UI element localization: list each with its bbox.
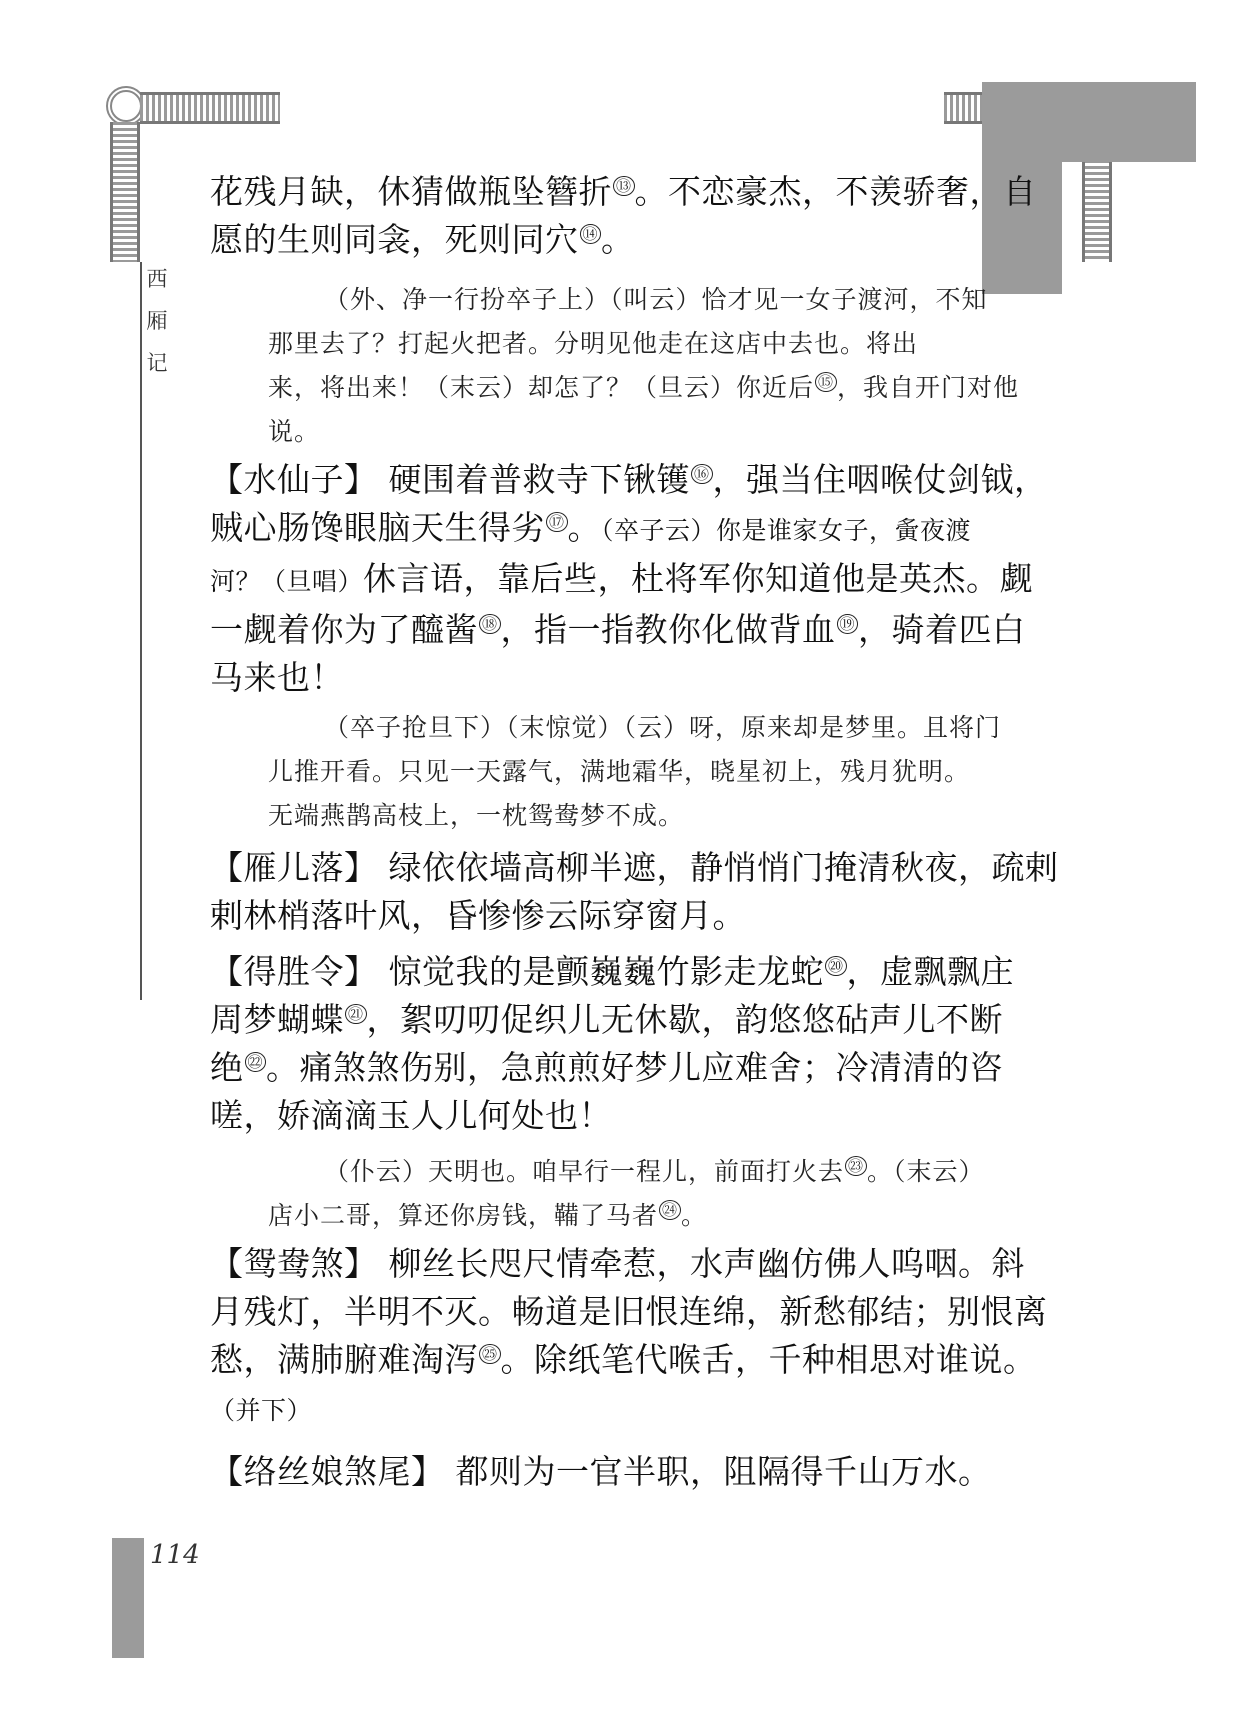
page-number-tab [112, 1538, 144, 1658]
stage-direction [268, 278, 1026, 454]
verse-paragraph [210, 844, 1059, 940]
footnote-marker: ㉔ [659, 1200, 681, 1220]
text-line [210, 1448, 1026, 1496]
text-span: 剌林梢落叶风，昏惨惨云际穿窗月。 [210, 896, 746, 935]
footnote-marker: ㉕ [479, 1344, 501, 1364]
sidebar-title-char: 西 [146, 267, 168, 291]
footnote-marker: ⑭ [580, 224, 602, 244]
stage-inline: （并下） [210, 1396, 313, 1425]
stage-inline: 河？（旦唱） [210, 567, 364, 596]
text-span: 贼心肠馋眼脑天生得劣 [210, 508, 545, 547]
text-span: 【鸳鸯煞】 柳丝长咫尺情牵惹，水声幽仿佛人呜咽。斜 [210, 1244, 1025, 1283]
text-span: 【水仙子】 硬围着普救寺下锹镬 [210, 460, 690, 499]
text-span: 。 [567, 508, 602, 547]
text-line [210, 1240, 1026, 1288]
text-span: 。不恋豪杰，不羡骄奢，自 [634, 172, 1037, 211]
text-span: 周梦蝴蝶 [210, 1000, 344, 1039]
text-span: ，强当住咽喉仗剑钺， [712, 460, 1048, 499]
stage-direction [268, 1150, 1026, 1238]
text-span: 。（末云） [867, 1157, 985, 1186]
text-span: 绝 [210, 1048, 244, 1087]
text-span: ，我自开门对他 [837, 373, 1020, 402]
text-line [268, 1150, 1026, 1194]
footnote-marker: ⑯ [691, 464, 713, 484]
right-border [1082, 160, 1112, 262]
text-line [210, 216, 1026, 264]
verse-paragraph [210, 456, 1048, 702]
text-span: 。 [601, 220, 635, 259]
text-span: 嗟，娇滴滴玉人儿何处也！ [210, 1096, 612, 1135]
text-span: 儿推开看。只见一天露气，满地霜华，晓星初上，残月犹明。 [268, 757, 971, 786]
text-line [268, 410, 1026, 454]
text-span: 。 [681, 1201, 708, 1230]
text-line [210, 1044, 1026, 1092]
text-span: 一觑着你为了醯酱 [210, 610, 478, 649]
text-line [210, 1336, 1037, 1384]
text-line [210, 168, 1037, 216]
text-span: 。痛煞煞伤别，急煎煎好梦儿应难舍；冷清清的咨 [266, 1048, 1004, 1087]
footnote-marker: ⑰ [546, 512, 568, 532]
verse-paragraph [210, 1240, 1048, 1435]
footnote-marker: ⑳ [825, 956, 847, 976]
footnote-marker: ⑲ [837, 614, 859, 634]
text-span: 【雁儿落】 绿依依墙高柳半遮，静悄悄门掩清秋夜，疏剌 [210, 848, 1059, 887]
sidebar-title-char: 厢 [146, 309, 168, 333]
text-line [210, 606, 1026, 654]
text-span: ，虚飘飘庄 [846, 952, 1015, 991]
text-line [210, 654, 1026, 702]
text-line [268, 706, 1026, 750]
text-span: 花残月缺，休猜做瓶坠簪折 [210, 172, 612, 211]
text-span: 无端燕鹊高枝上，一枕鸳鸯梦不成。 [268, 801, 685, 830]
page-number: 114 [150, 1540, 200, 1570]
text-line [210, 1092, 1026, 1140]
text-span: 来，将出来！（末云）却怎了？（旦云）你近后 [268, 373, 815, 402]
text-line [268, 366, 1026, 410]
sidebar-title [142, 258, 172, 384]
text-line [268, 750, 1026, 794]
verse-paragraph [210, 948, 1026, 1140]
text-line [268, 1194, 1026, 1238]
footnote-marker: ㉒ [245, 1052, 267, 1072]
text-line [210, 555, 1034, 606]
text-line [210, 456, 1048, 504]
footnote-marker: ⑮ [815, 372, 837, 392]
text-line [210, 1384, 1026, 1435]
text-line [268, 794, 1026, 838]
text-line [210, 892, 1026, 940]
text-line [210, 948, 1026, 996]
text-line [268, 278, 1026, 322]
text-span: 店小二哥，算还你房钱，鞴了马者 [268, 1201, 659, 1230]
text-span: 。除纸笔代喉舌，千种相思对谁说。 [500, 1340, 1037, 1379]
text-span: 休言语，靠后些，杜将军你知道他是英杰。觑 [363, 559, 1034, 598]
footnote-marker: ⑬ [613, 176, 635, 196]
verse-paragraph [210, 168, 1037, 264]
text-span: ，指一指教你化做背血 [500, 610, 836, 649]
text-span: （外、净一行扮卒子上）（叫云）恰才见一女子渡河，不知 [324, 285, 988, 314]
text-span: 【得胜令】 惊觉我的是颤巍巍竹影走龙蛇 [210, 952, 824, 991]
text-line [210, 844, 1059, 892]
text-line [210, 1288, 1048, 1336]
top-left-border [140, 92, 280, 124]
text-span: 说。 [268, 417, 321, 446]
text-span: ，骑着匹白 [858, 610, 1026, 649]
text-line [268, 322, 1026, 366]
verse-paragraph [210, 1448, 1026, 1496]
text-span: 月残灯，半明不灭。畅道是旧恨连绵，新愁郁结；别恨离 [210, 1292, 1048, 1331]
text-line [210, 996, 1026, 1044]
text-span: （仆云）天明也。咱早行一程儿，前面打火去 [324, 1157, 845, 1186]
text-line [210, 504, 1026, 555]
text-span: 愿的生则同衾，死则同穴 [210, 220, 579, 259]
text-span: （卒子抢旦下）（末惊觉）（云）呀，原来却是梦里。且将门 [324, 713, 1002, 742]
left-border [110, 122, 140, 262]
footnote-marker: ⑱ [479, 614, 501, 634]
stage-direction [268, 706, 1026, 838]
footnote-marker: ㉓ [845, 1156, 867, 1176]
text-span: 那里去了？打起火把者。分明见他走在这店中去也。将出 [268, 329, 919, 358]
sidebar-title-char: 记 [146, 351, 168, 375]
text-span: 【络丝娘煞尾】 都则为一官半职，阻隔得千山万水。 [210, 1452, 992, 1491]
text-span: 愁，满肺腑难淘泻 [210, 1340, 478, 1379]
stage-inline: （卒子云）你是谁家女子，夤夜渡 [601, 516, 972, 545]
text-span: 马来也！ [210, 658, 344, 697]
text-span: ，絮叨叨促织儿无休歇，韵悠悠砧声儿不断 [366, 1000, 1004, 1039]
footnote-marker: ㉑ [345, 1004, 367, 1024]
